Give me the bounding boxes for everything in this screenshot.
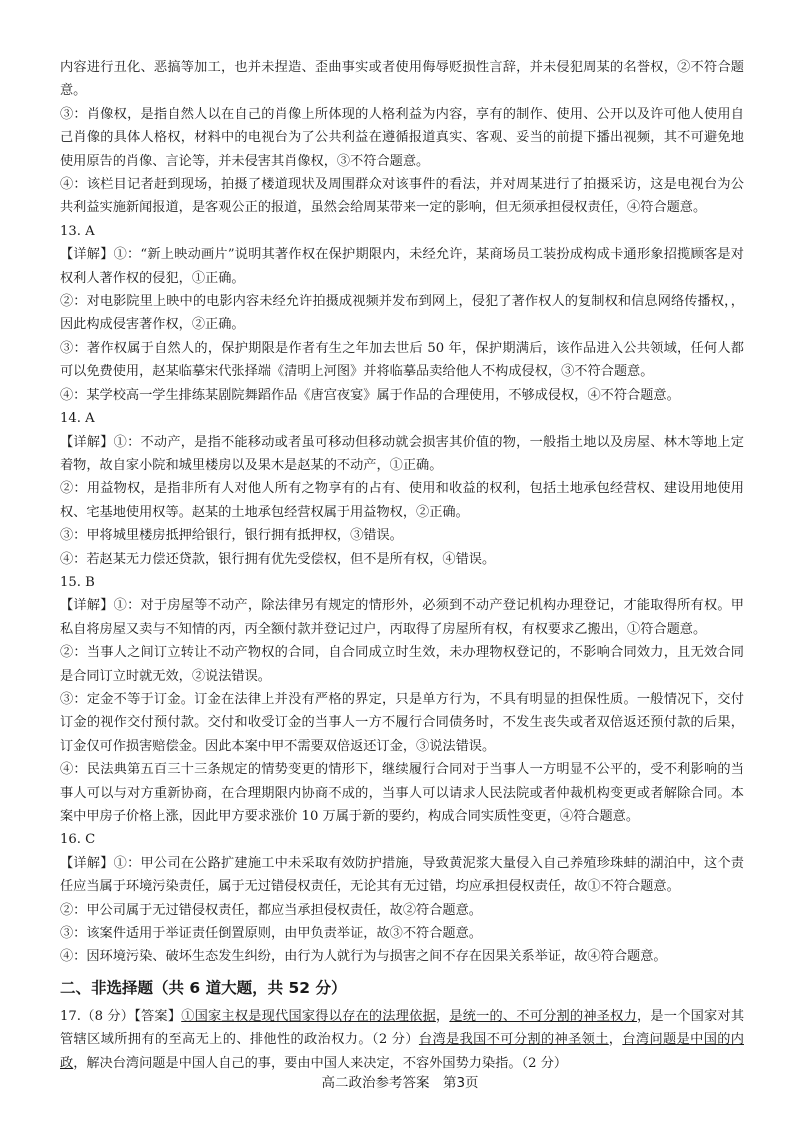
q16-line: ④：因环境污染、破坏生态发生纠纷，由行为人就行为与损害之间不存在因果关系举证，故④符合题意。 bbox=[60, 949, 667, 965]
q15-line: ②：当事人之间订立转让不动产物权的合同，自合同成立时生效，未办理物权登记的，不影响合同效力，且无效合同是合同订立时就无效，②说法错误。 bbox=[60, 645, 744, 684]
q13-line: ③：著作权属于自然人的，保护期限是作者有生之年加去世后 50 年，保护期满后，该作品进入公共领域，任何人都可以免费使用，赵某临摹宋代张择端《清明上河图》并将临摹品卖给他人不构成侵权，③不符合题意。 bbox=[60, 340, 744, 380]
q14-line: ④：若赵某无力偿还贷款，银行拥有优先受偿权，但不是所有权，④错误。 bbox=[60, 551, 496, 567]
q17-text: ， bbox=[435, 1008, 450, 1024]
q16-line: ③：该案件适用于举证责任倒置原则，由甲负责举证，故③不符合题意。 bbox=[60, 926, 482, 942]
q15-line: ④：民法典第五百三十三条规定的情势变更的情形下，继续履行合同对于当事人一方明显不公平的，受不利影响的当事人可以与对方重新协商，在合理期限内协商不成的，当事人可以请求人民法院或者仲裁机构变更或者解除合同。本案中甲房子价格上涨，因此甲方要求涨价 10 万属于新的要约，构成合同实质性变更，④符合题意。 bbox=[60, 762, 744, 824]
q15-line: ③：定金不等于订金。订金在法律上并没有严格的界定，只是单方行为，不具有明显的担保性质。一般情况下，交付订金的视作交付预付款。交付和收受订金的当事人一方不履行合同债务时，不发生丧失或者双倍返还预付款的后果，订金仅可作损害赔偿金。因此本案中甲不需要双倍返还订金，③说法错误。 bbox=[60, 691, 744, 754]
answer-page bbox=[60, 56, 744, 1075]
q15-number: 15. B bbox=[60, 574, 95, 590]
q17-key-point: ①国家主权是现代国家得以存在的法理依据 bbox=[181, 1008, 436, 1024]
section-heading: 二、非选择题（共 6 道大题，共 52 分） bbox=[60, 978, 347, 997]
q13-line: ④：某学校高一学生排练某剧院舞蹈作品《唐宫夜宴》属于作品的合理使用，不够成侵权，④不符合题意。 bbox=[60, 387, 680, 403]
q14-line: 【详解】①：不动产，是指不能移动或者虽可移动但移动就会损害其价值的物，一般指土地以及房屋、林木等地上定着物，故自家小院和城里楼房以及果木是赵某的不动产，①正确。 bbox=[60, 434, 744, 473]
page-footer: 高二政治参考答案 第3页 bbox=[321, 1075, 479, 1091]
q14-line: ③：甲将城里楼房抵押给银行，银行拥有抵押权，③错误。 bbox=[60, 528, 403, 544]
q17-text: ，解决台湾问题是中国人自己的事，要由中国人来决定，不容外国势力染指。（2 分） bbox=[73, 1055, 568, 1071]
q17-key-point: 是统一的、不可分割的神圣权力 bbox=[449, 1008, 637, 1024]
q17-text: ， bbox=[608, 1032, 623, 1048]
q13-line: 【详解】①：“新上映动画片”说明其著作权在保护期限内，未经允许，某商场员工装扮成构成卡通形象招揽顾客是对权利人著作权的侵犯，①正确。 bbox=[60, 247, 744, 286]
q17-text: ，是一个国家对其管辖区域所拥有的至高无上的、排他性的政治权力。（2 分） bbox=[60, 1008, 745, 1048]
q12-option-3: ③：肖像权，是指自然人以在自己的肖像上所体现的人格利益为内容，享有的制作、使用、公开以及许可他人使用自己肖像的具体人格权，材料中的电视台为了公共利益在遵循报道真实、客观、妥当的前提下播出视频，其不可避免地使用原告的肖像、言论等，并未侵害其肖像权，③不符合题意。 bbox=[60, 106, 744, 169]
q17-prefix: 17.（8 分）【答案】 bbox=[60, 1008, 182, 1024]
q16-line: 【详解】①：甲公司在公路扩建施工中未采取有效防护措施，导致黄泥浆大量侵入自己养殖珍珠蚌的湖泊中，这个责任应当属于环境污染责任，属于无过错侵权责任，无论其有无过错，均应承担侵权责任，故①不符合题意。 bbox=[60, 855, 744, 895]
q12-continuation: 内容进行丑化、恶搞等加工，也并未捏造、歪曲事实或者使用侮辱贬损性言辞，并未侵犯周某的名誉权，②不符合题意。 bbox=[60, 60, 744, 99]
q12-option-4: ④：该栏目记者赶到现场，拍摄了楼道现状及周围群众对该事件的看法，并对周某进行了拍摄采访，这是电视台为公共利益实施新闻报道，是客观公正的报道，虽然会给周某带来一定的影响，但无须承担侵权责任，④符合题意。 bbox=[60, 177, 744, 216]
q17-key-point: 台湾问题是中国的内政 bbox=[60, 1032, 744, 1071]
q14-number: 14. A bbox=[60, 411, 95, 427]
q17-answer bbox=[60, 1005, 744, 1075]
q14-line: ②：用益物权，是指非所有人对他人所有之物享有的占有、使用和收益的权利，包括土地承包经营权、建设用地使用权、宅基地使用权等。赵某的土地承包经营权属于用益物权，②正确。 bbox=[60, 481, 744, 520]
q15-line: 【详解】①：对于房屋等不动产，除法律另有规定的情形外，必须到不动产登记机构办理登记，才能取得所有权。甲私自将房屋又卖与不知情的丙，丙全额付款并登记过户，丙取得了房屋所有权，有权要求乙搬出，①符合题意。 bbox=[60, 598, 744, 637]
q13-line: ②：对电影院里上映中的电影内容未经允许拍摄成视频并发布到网上，侵犯了著作权人的复制权和信息网络传播权，，因此构成侵害著作权，②正确。 bbox=[60, 294, 744, 333]
q16-number: 16. C bbox=[60, 832, 96, 848]
q16-line: ②：甲公司属于无过错侵权责任，都应当承担侵权责任，故②符合题意。 bbox=[60, 902, 482, 918]
q13-number: 13. A bbox=[60, 223, 95, 239]
q17-key-point: 台湾是我国不可分割的神圣领土 bbox=[418, 1032, 609, 1048]
